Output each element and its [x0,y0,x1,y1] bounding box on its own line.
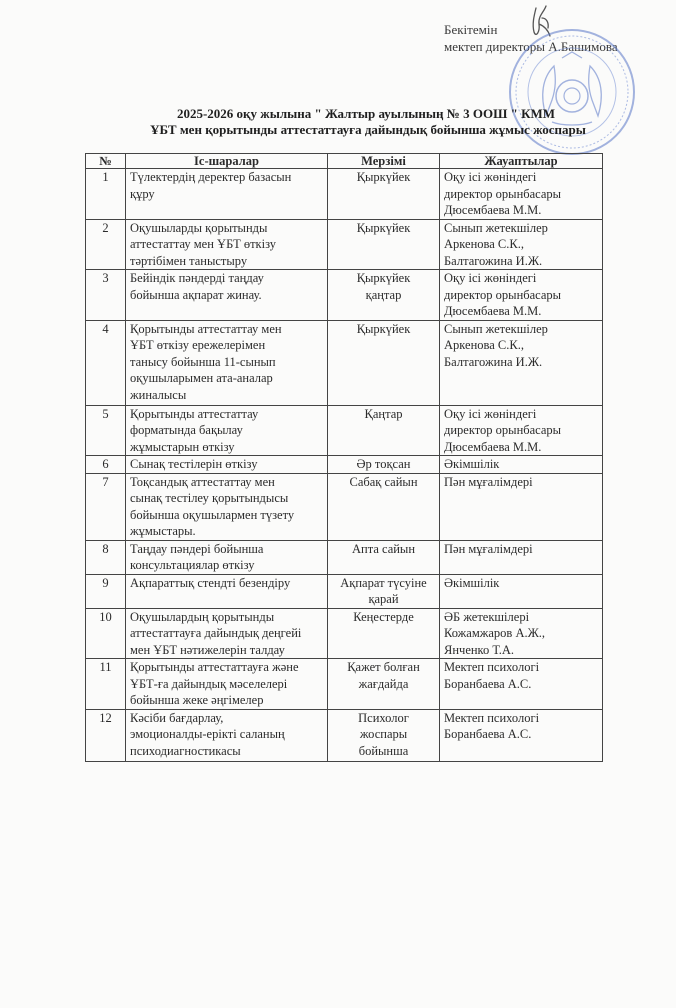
activity-cell-line: ҰБТ өткізу ережелерімен [130,338,266,352]
term-cell [328,540,440,574]
term-cell-line: Әр тоқсан [356,457,411,471]
term-cell [328,659,440,710]
activity-cell-line: аттестаттау мен ҰБТ өткізу [130,237,277,251]
term-cell [328,709,440,761]
activity-cell-line: сынақ тестілеу қорытындысы [130,491,289,505]
row-number: 9 [86,574,126,608]
activity-cell [126,456,328,474]
responsible-cell-line: Боранбаева А.С. [444,676,532,691]
responsible-cell [440,270,603,321]
responsible-cell-line: Сынып жетекшілер [444,321,548,336]
table-row [86,659,603,710]
approval-director: мектеп директоры А.Башимова [444,39,618,54]
row-number: 11 [86,659,126,710]
term-cell-line: жоспары [359,727,408,741]
responsible-cell-line: Әкімшілік [444,575,500,590]
responsible-cell-line: Дюсембаева М.М. [444,304,542,318]
table-row [86,219,603,270]
responsible-cell-line: Дюсембаева М.М. [444,203,542,217]
term-cell-line: қаңтар [365,287,402,302]
activity-cell-line: форматында бақылау [130,423,243,437]
responsible-cell-line: Оқу ісі жөніндегі [444,170,537,184]
table-row [86,320,603,405]
term-cell [328,169,440,220]
term-cell [328,608,440,659]
approval-label: Бекітемін [444,22,498,37]
term-cell [328,405,440,456]
term-cell-line: Психолог [358,710,409,725]
activity-cell-line: құру [130,186,155,201]
activity-cell-line: Ақпараттық стендті безендіру [130,575,291,590]
activity-cell-line: Оқушылардың қорытынды [130,609,275,624]
term-cell-line: Қажет болған [347,660,420,674]
responsible-cell [440,574,603,608]
activity-cell-line: ҰБТ-ға дайындық мәселелері [130,676,288,691]
table-row [86,405,603,456]
term-cell [328,456,440,474]
activity-cell-line: жұмыстары. [130,524,196,538]
activity-cell-line: Сынақ тестілерін өткізу [130,457,258,471]
responsible-cell [440,473,603,540]
responsible-cell [440,709,603,761]
activity-cell-line: танысу бойынша 11-сынып [130,354,276,369]
activity-cell-line: Кәсіби бағдарлау, [130,710,224,725]
table-row [86,270,603,321]
activity-cell [126,574,328,608]
row-number: 5 [86,405,126,456]
responsible-cell [440,456,603,474]
responsible-cell-line: Мектеп психологі [444,710,540,725]
document-title-line1: 2025-2026 оқу жылына " Жалтыр ауылының № 3 ООШ " КММ [176,106,556,121]
term-cell-line: Қыркүйек [356,271,411,285]
row-number: 10 [86,608,126,659]
responsible-cell-line: Пән мұғалімдері [444,541,533,556]
responsible-cell [440,169,603,220]
responsible-cell-line: Аркенова С.К., [444,237,524,251]
activity-cell [126,540,328,574]
term-cell-line: қарай [368,592,399,606]
responsible-cell-line: Янченко Т.А. [444,642,515,657]
activity-cell-line: бойынша ақпарат жинау. [130,287,262,302]
activity-cell [126,169,328,220]
activity-cell-line: жиналысы [130,387,187,402]
term-cell-line: Кеңестерде [353,609,414,624]
row-number: 4 [86,320,126,405]
activity-cell-line: Тоқсандық аттестаттау мен [130,474,275,489]
term-cell [328,270,440,321]
activity-cell [126,473,328,540]
activity-cell [126,219,328,270]
row-number: 7 [86,473,126,540]
activity-cell-line: аттестаттауға дайындық деңгейі [130,626,302,640]
activity-cell-line: Қорытынды аттестаттауға және [130,660,299,674]
activity-cell-line: Қорытынды аттестаттау мен [130,321,282,336]
activity-cell-line: эмоционалды-ерікті саланың [130,727,285,741]
document-title-line2: ҰБТ мен қорытынды аттестаттауға дайындық бойынша жұмыс жоспары [150,122,586,137]
responsible-cell [440,320,603,405]
term-cell-line: жағдайда [358,676,409,691]
activity-cell-line: психодиагностикасы [130,743,241,758]
row-number: 6 [86,456,126,474]
header-number: № [86,154,126,169]
table-header-row [86,154,603,169]
activity-cell-line: бойынша жеке әңгімелер [130,693,264,707]
table-row [86,608,603,659]
term-cell-line: Қыркүйек [356,220,411,235]
table-row [86,709,603,761]
official-seal-stamp [506,26,638,158]
responsible-cell-line: Дюсембаева М.М. [444,439,542,454]
term-cell [328,320,440,405]
table-row [86,456,603,474]
header-activities: Іс-шаралар [126,154,328,169]
activity-cell-line: жұмыстарын өткізу [130,439,235,454]
term-cell-line: бойынша [358,743,409,758]
row-number: 12 [86,709,126,761]
activity-cell-line: мен ҰБТ нәтижелерін талдау [130,642,285,657]
responsible-cell [440,219,603,270]
responsible-cell-line: Оқу ісі жөніндегі [444,271,537,285]
activity-cell [126,405,328,456]
activity-cell [126,709,328,761]
activity-cell [126,320,328,405]
responsible-cell-line: Пән мұғалімдері [444,474,533,489]
responsible-cell [440,659,603,710]
activity-cell-line: Бейіндік пәндерді таңдау [130,271,264,285]
row-number: 2 [86,219,126,270]
responsible-cell-line: директор орынбасары [444,287,562,302]
responsible-cell-line: директор орынбасары [444,423,562,437]
activity-cell-line: консультациялар өткізу [130,558,255,572]
activity-cell [126,659,328,710]
responsible-cell-line: Боранбаева А.С. [444,727,532,741]
responsible-cell-line: Оқу ісі жөніндегі [444,406,537,421]
responsible-cell-line: Мектеп психологі [444,660,540,674]
term-cell-line: Апта сайын [351,541,416,556]
responsible-cell-line: Әкімшілік [444,457,500,471]
header-responsible: Жауаптылар [440,154,603,169]
responsible-cell-line: Аркенова С.К., [444,338,524,352]
table-row [86,574,603,608]
responsible-cell-line: Кожамжаров А.Ж., [444,626,546,640]
responsible-cell-line: директор орынбасары [444,186,562,201]
activity-cell [126,270,328,321]
responsible-cell [440,405,603,456]
term-cell-line: Ақпарат түсуіне [340,575,427,590]
work-plan-table [85,153,603,762]
responsible-cell [440,540,603,574]
row-number: 1 [86,169,126,220]
term-cell-line: Қыркүйек [356,321,411,336]
term-cell [328,574,440,608]
activity-cell-line: Қорытынды аттестаттау [130,406,259,421]
header-term: Мерзімі [328,154,440,169]
responsible-cell-line: Сынып жетекшілер [444,220,548,235]
activity-cell-line: тәртібімен таныстыру [130,253,248,268]
row-number: 8 [86,540,126,574]
activity-cell-line: оқушыларымен ата-аналар [130,371,273,385]
term-cell [328,473,440,540]
responsible-cell-line: Балтагожина И.Ж. [444,253,543,268]
activity-cell [126,608,328,659]
term-cell-line: Сабақ сайын [349,474,418,489]
activity-cell-line: Таңдау пәндері бойынша [130,541,264,556]
term-cell-line: Қыркүйек [356,170,411,184]
term-cell [328,219,440,270]
activity-cell-line: Оқушыларды қорытынды [130,220,268,235]
responsible-cell-line: Балтагожина И.Ж. [444,354,543,369]
activity-cell-line: Түлектердің деректер базасын [130,170,292,184]
activity-cell-line: бойынша оқушылармен түзету [130,507,295,522]
term-cell-line: Қаңтар [364,406,403,421]
table-row [86,169,603,220]
table-row [86,473,603,540]
responsible-cell [440,608,603,659]
row-number: 3 [86,270,126,321]
table-row [86,540,603,574]
responsible-cell-line: ӘБ жетекшілері [444,609,530,624]
